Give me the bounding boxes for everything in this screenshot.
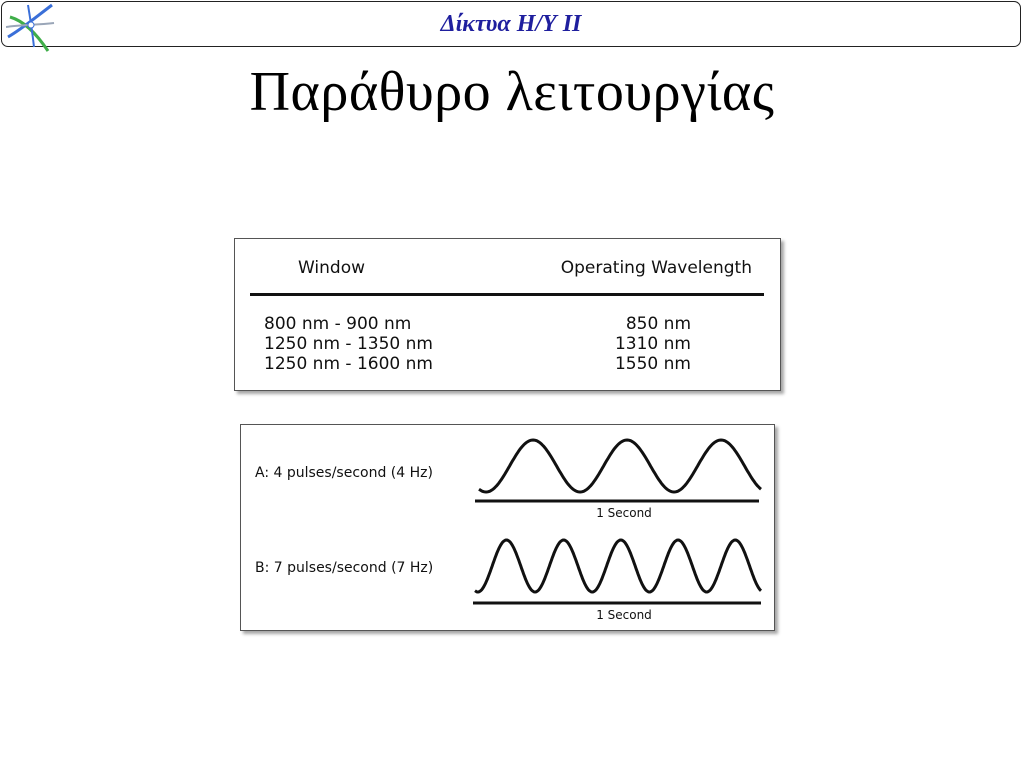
wavelength-cell: 1310 nm [614,334,691,354]
caption-b: 1 Second [596,608,652,622]
waveform-area [241,425,776,632]
pulse-diagram [240,424,775,631]
waveform-a [479,440,761,492]
header-title: Δίκτυα Η/Υ ΙΙ [440,11,582,37]
slide-title: Παράθυρο λειτουργίας [249,61,775,123]
table-row [235,354,780,374]
header-operating-wavelength: Operating Wavelength [560,258,752,278]
window-cell: 1250 nm - 1350 nm [264,334,433,354]
header-bar [1,1,1021,47]
header-window: Window [298,258,366,278]
pulse-label-b: B: 7 pulses/second (7 Hz) [255,560,434,576]
pulse-label-a: A: 4 pulses/second (4 Hz) [255,465,433,481]
wavelength-cell: 850 nm [625,314,691,334]
caption-a: 1 Second [596,506,652,520]
wavelength-cell: 1550 nm [614,354,691,374]
window-cell: 1250 nm - 1600 nm [264,354,433,374]
table-row [235,314,780,334]
table-row [235,334,780,354]
table-rule [250,293,764,296]
window-table [234,238,781,391]
window-cell: 800 nm - 900 nm [264,314,412,334]
waveform-b [475,540,761,592]
